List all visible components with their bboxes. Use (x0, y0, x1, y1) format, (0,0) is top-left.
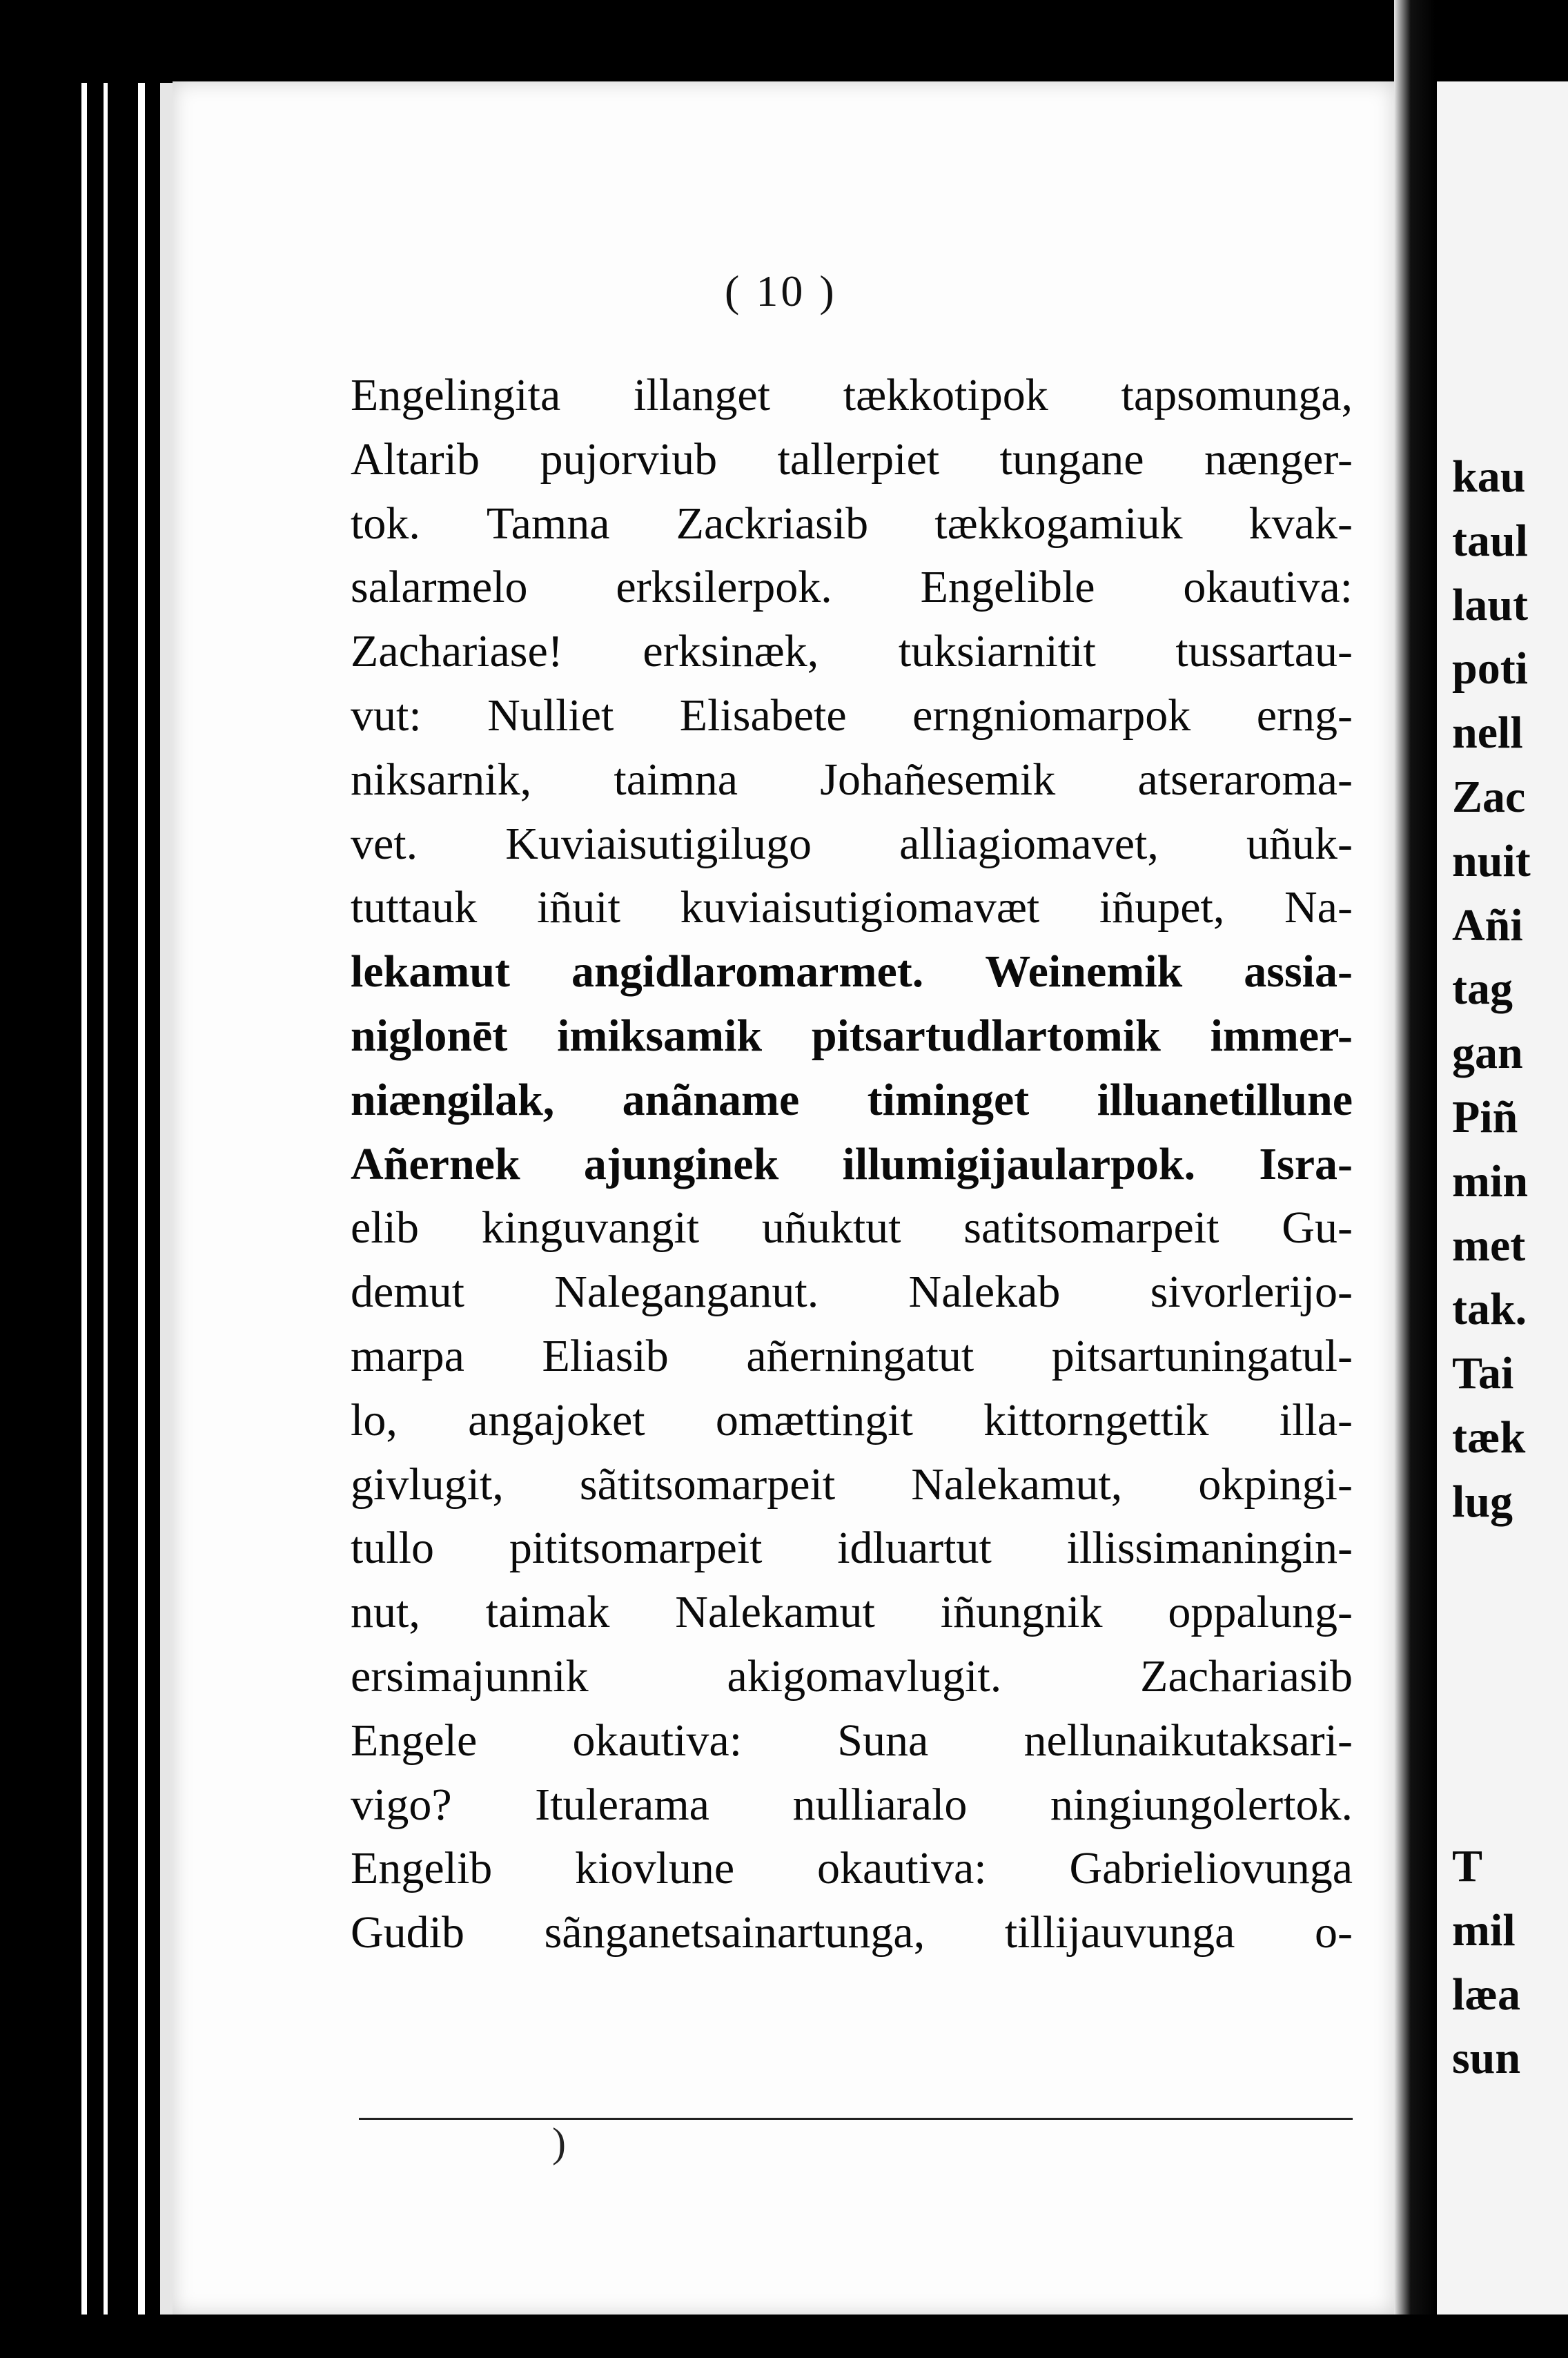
word: marpa (351, 1330, 464, 1381)
text-line (351, 812, 1353, 877)
word: kinguvangit (481, 1202, 700, 1254)
word: tuttauk (351, 882, 478, 933)
word: tungane (999, 433, 1144, 485)
text-line (351, 1709, 1353, 1773)
text-line (351, 1645, 1353, 1709)
word: Nalekamut (675, 1587, 875, 1638)
edge-strip (104, 83, 108, 2317)
word: añerningatut (746, 1330, 974, 1381)
text-line (351, 684, 1353, 748)
word: illuanetillune (1097, 1074, 1353, 1125)
text-line (351, 940, 1353, 1004)
fragment-line: sun (1452, 2033, 1521, 2084)
word: lekamut (351, 946, 510, 997)
word: Engelib (351, 1843, 493, 1894)
word: ersimajunnik (351, 1650, 589, 1702)
word: Engelible (920, 562, 1095, 613)
word: Nulliet (487, 690, 614, 741)
word: tullo (351, 1523, 435, 1574)
next-page-fragment (1437, 81, 1568, 2315)
word: uñuktut (761, 1202, 901, 1254)
word: nulliaralo (792, 1779, 968, 1830)
word: Altarib (351, 433, 480, 485)
word: Engelingita (351, 370, 561, 420)
word: salarmelo (351, 562, 528, 613)
word: Johañesemik (820, 754, 1056, 805)
word: iñuit (536, 882, 620, 933)
word: timinget (867, 1074, 1030, 1125)
word: satitsomarpeit (963, 1202, 1219, 1254)
word: Zachariasib (1140, 1650, 1353, 1702)
word: Eliasib (542, 1330, 669, 1381)
fragment-line: nuit (1452, 835, 1531, 886)
page-number: ( 10 ) (725, 266, 837, 315)
fragment-line: læa (1452, 1969, 1520, 2020)
word: tallerpiet (777, 433, 940, 485)
word: vet. (351, 818, 418, 869)
word: tuksiarnitit (898, 626, 1096, 677)
word: taimak (485, 1587, 610, 1638)
word: tækkogamiuk (934, 498, 1183, 549)
word: idluartut (837, 1523, 992, 1574)
word: Añernek (351, 1138, 520, 1189)
word: omættingit (715, 1394, 913, 1445)
word: nellunaikutaksari- (1023, 1715, 1353, 1766)
fragment-line: gan (1452, 1028, 1523, 1079)
word: demut (351, 1267, 464, 1318)
word: sivorlerijo- (1150, 1267, 1353, 1318)
word: kvak- (1248, 498, 1353, 549)
word: okpingi- (1198, 1459, 1353, 1510)
word: Gudib (351, 1907, 464, 1958)
word: kiovlune (575, 1843, 735, 1894)
text-line (351, 1901, 1353, 1965)
word: pujorviub (540, 433, 718, 485)
fragment-line: Zac (1452, 771, 1526, 822)
body-text (351, 364, 1353, 1965)
edge-strip (138, 83, 145, 2317)
word: angajoket (468, 1394, 645, 1445)
text-line (351, 1581, 1353, 1645)
page-gutter (1394, 0, 1435, 2358)
text-line (351, 556, 1353, 620)
text-line (351, 364, 1353, 428)
word: tapsomunga, (1121, 370, 1353, 420)
word: Gabrieliovunga (1069, 1843, 1353, 1894)
word: Zachariase! (351, 626, 563, 677)
fragment-line: min (1452, 1156, 1529, 1207)
word: tillijauvunga (1004, 1907, 1235, 1958)
word: kuviaisutigiomavæt (680, 882, 1040, 933)
word: Zackriasib (676, 498, 869, 549)
word: illissimaningin- (1066, 1523, 1353, 1574)
page-bottom-rule (359, 2118, 1353, 2120)
next-page-line-starts (1452, 445, 1531, 1534)
word: elib (351, 1202, 419, 1254)
word: Suna (837, 1715, 929, 1766)
fragment-line: nell (1452, 708, 1523, 759)
word: akigomavlugit. (727, 1650, 1002, 1702)
fragment-line: Añi (1452, 899, 1523, 951)
text-line (351, 492, 1353, 556)
word: Isra- (1259, 1138, 1353, 1189)
fragment-line: Tai (1452, 1348, 1514, 1399)
word: tok. (351, 498, 420, 549)
fragment-line: taul (1452, 515, 1529, 566)
word: Nalekab (908, 1267, 1061, 1318)
word: kittorngettik (983, 1394, 1209, 1445)
text-line (351, 1517, 1353, 1581)
text-line (351, 1773, 1353, 1838)
word: pititsomarpeit (509, 1523, 763, 1574)
word: illumigijaularpok. (842, 1138, 1196, 1189)
word: imiksamik (557, 1010, 763, 1061)
text-line (351, 620, 1353, 684)
fragment-line: poti (1452, 643, 1529, 694)
text-line (351, 1196, 1353, 1260)
scan-top-border (0, 0, 1568, 81)
word: assia- (1244, 946, 1353, 997)
word: okautiva: (816, 1843, 987, 1894)
fragment-line: met (1452, 1220, 1526, 1271)
word: vut: (351, 690, 422, 741)
fragment-line: lug (1452, 1476, 1513, 1527)
word: okautiva: (572, 1715, 743, 1766)
word: Elisabete (679, 690, 847, 741)
text-line (351, 748, 1353, 812)
word: nænger- (1204, 433, 1353, 485)
text-line (351, 1837, 1353, 1901)
word: illanget (634, 370, 770, 420)
scan-bottom-border (0, 2315, 1568, 2358)
word: givlugit, (351, 1459, 504, 1510)
word: pitsartudlartomik (811, 1010, 1161, 1061)
word: taimna (614, 754, 738, 805)
word: iñungnik (940, 1587, 1103, 1638)
edge-strip (81, 83, 87, 2317)
word: erngniomarpok (912, 690, 1191, 741)
word: sãnganetsainartunga, (544, 1907, 925, 1958)
text-line (351, 1389, 1353, 1453)
word: vigo? (351, 1779, 452, 1830)
word: niængilak, (351, 1074, 555, 1125)
word: oppalung- (1168, 1587, 1353, 1638)
word: erksilerpok. (616, 562, 832, 613)
word: Itulerama (535, 1779, 709, 1830)
word: angidlaromarmet. (571, 946, 924, 997)
word: Naleganganut. (554, 1267, 819, 1318)
fragment-line: mil (1452, 1904, 1516, 1956)
fragment-line: kau (1452, 451, 1526, 502)
text-line (351, 876, 1353, 940)
word: tussartau- (1175, 626, 1353, 677)
word: pitsartuningatul- (1051, 1330, 1353, 1381)
fragment-line: T (1452, 1841, 1483, 1891)
word: Na- (1284, 882, 1353, 933)
text-line (351, 1004, 1353, 1069)
word: anãname (622, 1074, 800, 1125)
word: erksinæk, (643, 626, 819, 677)
next-page-line-starts-bottom (1452, 1835, 1520, 2091)
word: okautiva: (1183, 562, 1353, 613)
fragment-line: tag (1452, 964, 1513, 1015)
word: nut, (351, 1587, 420, 1638)
footer-mark: ) (552, 2120, 566, 2165)
word: Tamna (486, 498, 610, 549)
fragment-line: tæk (1452, 1412, 1526, 1463)
word: lo, (351, 1394, 398, 1445)
fragment-line: laut (1452, 579, 1529, 630)
fragment-line: Piñ (1452, 1091, 1518, 1142)
word: alliagiomavet, (899, 818, 1159, 869)
word: immer- (1210, 1010, 1353, 1061)
word: niksarnik, (351, 754, 532, 805)
word: Kuviaisutigilugo (505, 818, 812, 869)
left-page-edge (0, 0, 173, 2358)
text-line (351, 1325, 1353, 1389)
edge-strip (160, 83, 173, 2317)
word: iñupet, (1099, 882, 1225, 933)
word: Gu- (1282, 1202, 1353, 1254)
text-line (351, 1453, 1353, 1517)
word: uñuk- (1246, 818, 1353, 869)
word: niglonēt (351, 1010, 508, 1061)
text-line (351, 1133, 1353, 1197)
text-line (351, 428, 1353, 492)
word: ajunginek (583, 1138, 779, 1189)
word: tækkotipok (843, 370, 1048, 420)
word: Engele (351, 1715, 478, 1766)
text-line (351, 1260, 1353, 1325)
word: sãtitsomarpeit (579, 1459, 836, 1510)
word: atseraroma- (1137, 754, 1353, 805)
word: Weinemik (985, 946, 1183, 997)
fragment-line: tak. (1452, 1284, 1527, 1335)
text-line (351, 1069, 1353, 1133)
word: ningiungolertok. (1050, 1779, 1353, 1830)
word: erng- (1256, 690, 1353, 741)
word: o- (1315, 1907, 1353, 1958)
word: Nalekamut, (911, 1459, 1123, 1510)
word: illa- (1279, 1394, 1353, 1445)
